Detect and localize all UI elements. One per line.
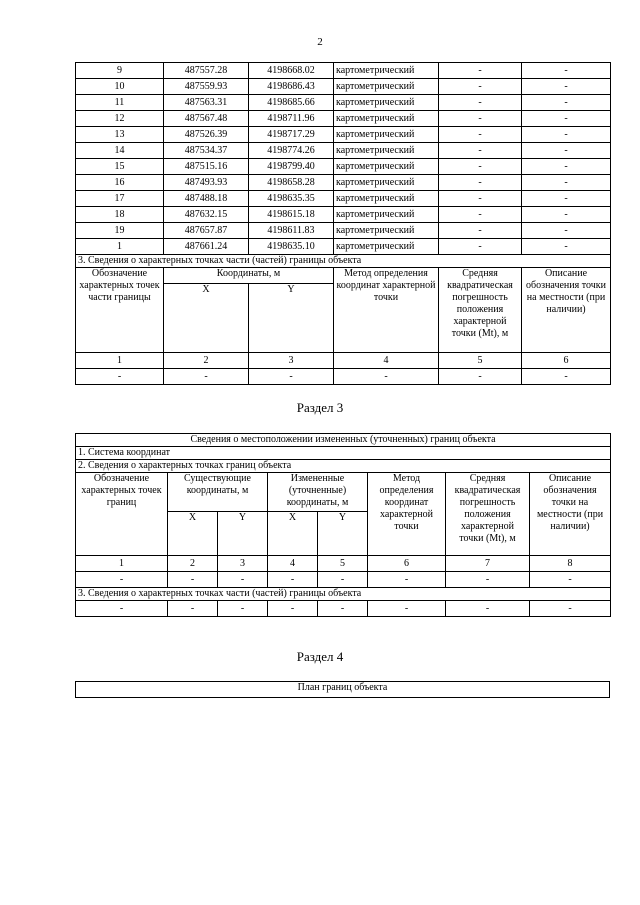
table-cell: 487526.39 <box>164 127 249 143</box>
table-cell: картометрический <box>334 191 439 207</box>
table-cell: картометрический <box>334 223 439 239</box>
table-cell: 12 <box>76 111 164 127</box>
table-cell: - <box>439 191 522 207</box>
x-header: X <box>268 512 318 556</box>
section-4-title: Раздел 4 <box>296 649 344 664</box>
accuracy-header: Средняя квадратическая погрешность положения характерной точки (Mt), м <box>447 268 513 339</box>
table-cell: - <box>522 111 611 127</box>
table-cell: 19 <box>76 223 164 239</box>
table-cell: 487559.93 <box>164 79 249 95</box>
table-cell: картометрический <box>334 175 439 191</box>
table-cell: 4198774.26 <box>249 143 334 159</box>
table-cell: картометрический <box>334 239 439 255</box>
table-cell: - <box>439 95 522 111</box>
table-cell: 487563.31 <box>164 95 249 111</box>
table-cell: 7 <box>446 556 530 572</box>
table-cell: 18 <box>76 207 164 223</box>
table-cell: 2 <box>168 556 218 572</box>
table-cell: 487488.18 <box>164 191 249 207</box>
table-cell: 14 <box>76 143 164 159</box>
table-cell: - <box>439 239 522 255</box>
table-row <box>76 111 611 127</box>
table-cell: - <box>522 79 611 95</box>
table-cell: 4198635.35 <box>249 191 334 207</box>
table-row <box>76 159 611 175</box>
table-cell: - <box>439 143 522 159</box>
table-cell: - <box>218 601 268 617</box>
table-row <box>76 369 611 385</box>
table-cell: 4198635.10 <box>249 239 334 255</box>
table-row <box>76 79 611 95</box>
table-cell: - <box>522 223 611 239</box>
x-header: X <box>168 512 218 556</box>
table-cell: 4198658.28 <box>249 175 334 191</box>
table-cell: - <box>368 601 446 617</box>
table-cell: - <box>268 572 318 588</box>
table-cell: - <box>446 601 530 617</box>
coordinates-table <box>75 62 611 385</box>
x-header: X <box>164 284 249 353</box>
table-cell: 4198711.96 <box>249 111 334 127</box>
table-row <box>76 95 611 111</box>
table-cell: 4 <box>334 353 439 369</box>
part-heading: 3. Сведения о характерных точках части (частей) границы объекта <box>76 255 611 268</box>
table-cell: 8 <box>530 556 611 572</box>
changed-borders-table <box>75 433 611 617</box>
table-cell: - <box>530 572 611 588</box>
table-cell: - <box>168 572 218 588</box>
table-cell: - <box>249 369 334 385</box>
table-cell: - <box>522 369 611 385</box>
table-cell: картометрический <box>334 95 439 111</box>
changed-coords-header: Измененные (уточненные) координаты, м <box>286 473 349 508</box>
table-cell: - <box>522 191 611 207</box>
table-cell: 10 <box>76 79 164 95</box>
table-cell: 16 <box>76 175 164 191</box>
table-cell: 17 <box>76 191 164 207</box>
table-row <box>76 63 611 79</box>
table-cell: 487515.16 <box>164 159 249 175</box>
table-row <box>76 601 611 617</box>
table-cell: 4198799.40 <box>249 159 334 175</box>
description-header: Описание обозначения точки на местности (при наличии) <box>526 268 606 315</box>
table-cell: 487657.87 <box>164 223 249 239</box>
section-3-title: Раздел 3 <box>296 400 344 415</box>
table-cell: 4198668.02 <box>249 63 334 79</box>
table-cell: - <box>164 369 249 385</box>
page-number: 2 <box>317 36 323 48</box>
table-cell: - <box>318 572 368 588</box>
table-cell: - <box>522 159 611 175</box>
table-cell: 15 <box>76 159 164 175</box>
table-cell: 487661.24 <box>164 239 249 255</box>
table-cell: - <box>439 207 522 223</box>
table-cell: картометрический <box>334 207 439 223</box>
table-cell: 3 <box>249 353 334 369</box>
table-row <box>76 143 611 159</box>
table-cell: 4198686.43 <box>249 79 334 95</box>
description-header: Описание обозначения точки на местности (при наличии) <box>536 473 604 532</box>
table-cell: картометрический <box>334 79 439 95</box>
table-cell: - <box>318 601 368 617</box>
table-row <box>76 353 611 369</box>
method-header: Метод определения координат характерной точки <box>379 473 434 532</box>
y-header: Y <box>318 512 368 556</box>
table-row <box>76 175 611 191</box>
table-cell: - <box>522 175 611 191</box>
table-cell: 4198615.18 <box>249 207 334 223</box>
table-cell: - <box>522 207 611 223</box>
table-cell: - <box>446 572 530 588</box>
table-cell: 3 <box>218 556 268 572</box>
table-cell: 6 <box>522 353 611 369</box>
section-3-table-title: Сведения о местоположении измененных (уточненных) границ объекта <box>76 434 611 447</box>
table-cell: - <box>439 223 522 239</box>
table-cell: 1 <box>76 239 164 255</box>
table-cell: - <box>218 572 268 588</box>
col-designation-header: Обозначение характерных точек части границы <box>79 268 160 303</box>
table-cell: - <box>439 175 522 191</box>
table-cell: - <box>522 127 611 143</box>
col-designation-header: Обозначение характерных точек границ <box>81 473 162 508</box>
table-cell: - <box>439 369 522 385</box>
table-cell: - <box>522 95 611 111</box>
table-cell: 487567.48 <box>164 111 249 127</box>
table-cell: - <box>334 369 439 385</box>
table-row <box>76 223 611 239</box>
table-cell: 1 <box>76 556 168 572</box>
table-cell: - <box>439 159 522 175</box>
table-cell: - <box>439 111 522 127</box>
table-cell: 4198611.83 <box>249 223 334 239</box>
table-cell: - <box>168 601 218 617</box>
table-cell: 13 <box>76 127 164 143</box>
table-cell: 5 <box>439 353 522 369</box>
table-cell: - <box>522 63 611 79</box>
table-cell: картометрический <box>334 127 439 143</box>
table-cell: 487534.37 <box>164 143 249 159</box>
part-heading: 3. Сведения о характерных точках части (частей) границы объекта <box>76 588 611 601</box>
border-plan-table <box>75 681 610 698</box>
table-row <box>76 207 611 223</box>
points-heading: 2. Сведения о характерных точках границ объекта <box>76 460 611 473</box>
accuracy-header: Средняя квадратическая погрешность положения характерной точки (Mt), м <box>454 473 521 544</box>
table-cell: - <box>76 369 164 385</box>
table-cell: - <box>439 127 522 143</box>
table-row <box>76 127 611 143</box>
table-cell: 5 <box>318 556 368 572</box>
table-cell: 487557.28 <box>164 63 249 79</box>
method-header: Метод определения координат характерной точки <box>336 268 436 303</box>
table-cell: картометрический <box>334 111 439 127</box>
table-cell: 11 <box>76 95 164 111</box>
table-cell: картометрический <box>334 143 439 159</box>
table-cell: - <box>368 572 446 588</box>
table-cell: 4198685.66 <box>249 95 334 111</box>
table-cell: - <box>439 63 522 79</box>
table-cell: 2 <box>164 353 249 369</box>
table-cell: 1 <box>76 353 164 369</box>
table-cell: - <box>76 601 168 617</box>
table-cell: 487493.93 <box>164 175 249 191</box>
table-cell: - <box>76 572 168 588</box>
table-row <box>76 572 611 588</box>
y-header: Y <box>218 512 268 556</box>
table-row <box>76 556 611 572</box>
table-cell: 6 <box>368 556 446 572</box>
table-cell: 4 <box>268 556 318 572</box>
table-cell: - <box>530 601 611 617</box>
table-cell: картометрический <box>334 159 439 175</box>
y-header: Y <box>249 284 334 353</box>
table-cell: 9 <box>76 63 164 79</box>
table-cell: картометрический <box>334 63 439 79</box>
table-row <box>76 191 611 207</box>
table-cell: - <box>522 143 611 159</box>
table-row <box>76 239 611 255</box>
border-plan-title: План границ объекта <box>76 682 610 698</box>
table-cell: - <box>522 239 611 255</box>
table-cell: 4198717.29 <box>249 127 334 143</box>
coord-system-row: 1. Система координат <box>76 447 611 460</box>
table-cell: 487632.15 <box>164 207 249 223</box>
existing-coords-header: Существующие координаты, м <box>184 473 251 496</box>
table-cell: - <box>439 79 522 95</box>
coords-header: Координаты, м <box>164 268 334 284</box>
table-cell: - <box>268 601 318 617</box>
